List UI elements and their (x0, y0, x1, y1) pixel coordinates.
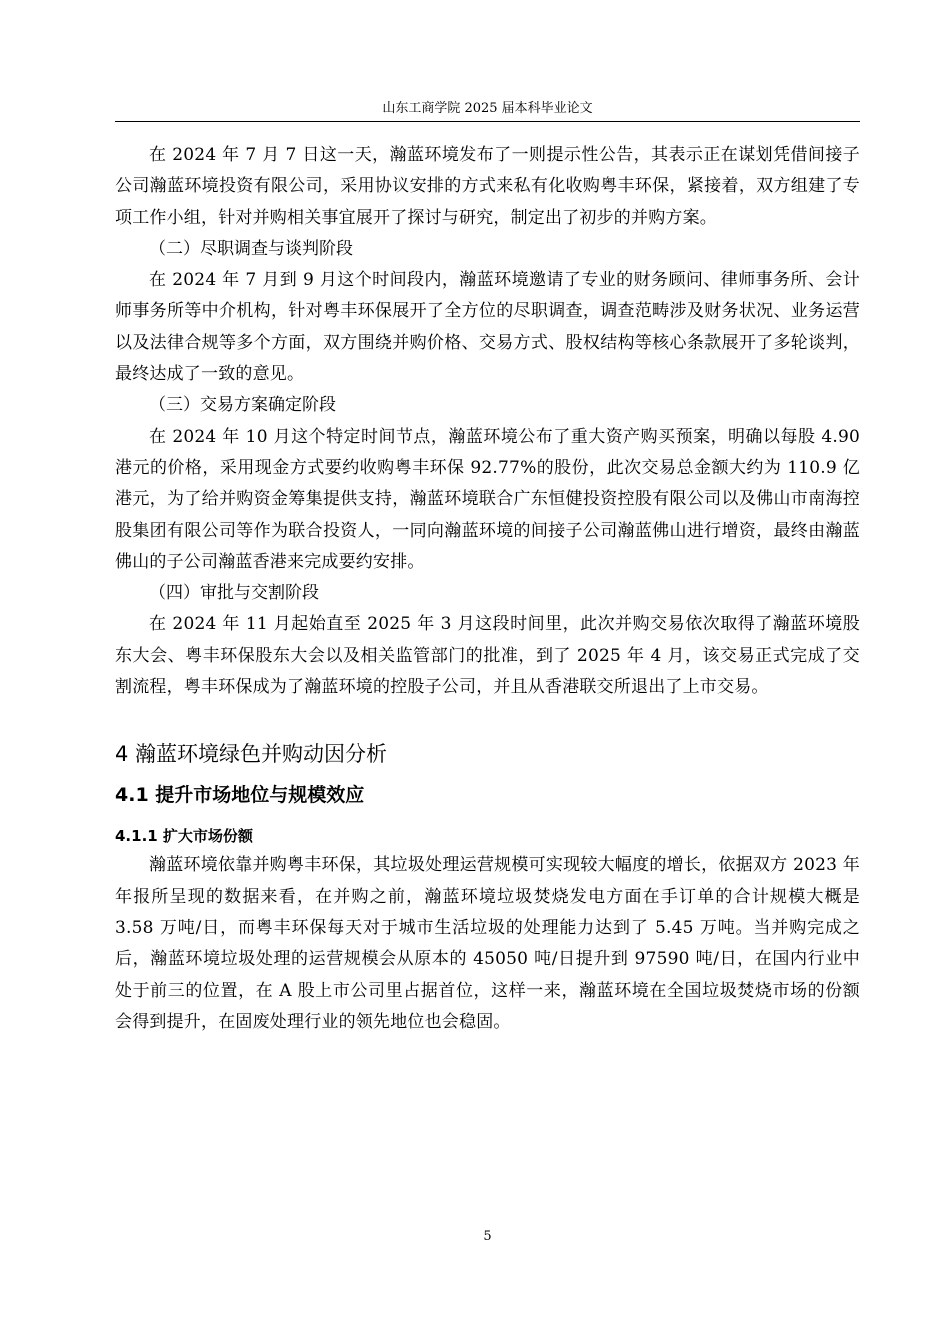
chapter-heading: 4 瀚蓝环境绿色并购动因分析 (115, 742, 388, 767)
paragraph-due-diligence: 在 2024 年 7 月到 9 月这个时间段内，瀚蓝环境邀请了专业的财务顾问、律师事务所、会计师事务所等中介机构，针对粤丰环保展开了全方位的尽职调查，调查范畴涉及财务状况、业务运营以及法律合规等多个方面，双方围绕并购价格、交易方式、股权结构等核心条款展开了多轮谈判，最终达成了一致的意见。 (115, 270, 860, 385)
running-header: 山东工商学院 2025 届本科毕业论文 (382, 101, 593, 116)
paragraph-announcement: 在 2024 年 7 月 7 日这一天，瀚蓝环境发布了一则提示性公告，其表示正在谋划凭借间接子公司瀚蓝环境投资有限公司，采用协议安排的方式来私有化收购粤丰环保，紧接着，双方组建了专项工作小组，针对并购相关事宜展开了探讨与研究，制定出了初步的并购方案。 (115, 145, 860, 228)
subsection-heading: 4.1.1 扩大市场份额 (115, 827, 253, 846)
subheading-deal-plan: （三）交易方案确定阶段 (149, 395, 336, 416)
page-number: 5 (483, 1229, 492, 1244)
header-rule (115, 121, 860, 122)
paragraph-approval: 在 2024 年 11 月起始直至 2025 年 3 月这段时间里，此次并购交易依次取得了瀚蓝环境股东大会、粤丰环保股东大会以及相关监管部门的批准，到了 2025 年 4 月，该交易正式完成了交割流程，粤丰环保成为了瀚蓝环境的控股子公司，并且从香港联交所退出了上市交易。 (115, 614, 860, 698)
section-heading: 4.1 提升市场地位与规模效应 (115, 784, 365, 807)
paragraph-market-share: 瀚蓝环境依靠并购粤丰环保，其垃圾处理运营规模可实现较大幅度的增长，依据双方 2023 年年报所呈现的数据来看，在并购之前，瀚蓝环境垃圾焚烧发电方面在手订单的合计规模大概是 3.58 万吨/日，而粤丰环保每天对于城市生活垃圾的处理能力达到了 5.45 万吨。当并购完成之后，瀚蓝环境垃圾处理的运营规模会从原本的 45050 吨/日提升到 97590 吨/日，在国内行业中处于前三的位置，在 A 股上市公司里占据首位，这样一来，瀚蓝环境在全国垃圾焚烧市场的份额会得到提升，在固废处理行业的领先地位也会稳固。 (115, 855, 860, 1032)
page-body (115, 140, 860, 1038)
paragraph-deal-plan: 在 2024 年 10 月这个特定时间节点，瀚蓝环境公布了重大资产购买预案，明确以每股 4.90 港元的价格，采用现金方式要约收购粤丰环保 92.77%的股份，此次交易总金额大约为 110.9 亿港元，为了给并购资金筹集提供支持，瀚蓝环境联合广东恒健投资控股有限公司以及佛山市南海控股集团有限公司等作为联合投资人，一同向瀚蓝环境的间接子公司瀚蓝佛山进行增资，最终由瀚蓝佛山的子公司瀚蓝香港来完成要约安排。 (115, 426, 860, 572)
subheading-due-diligence: （二）尽职调查与谈判阶段 (149, 238, 353, 259)
subheading-approval: （四）审批与交割阶段 (149, 583, 319, 604)
